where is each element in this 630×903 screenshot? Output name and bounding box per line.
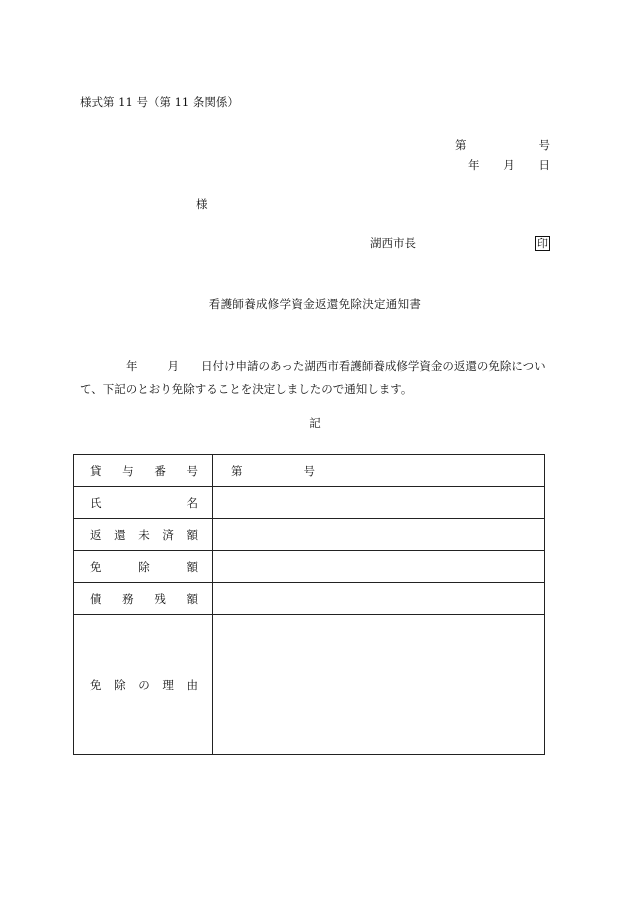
row-label	[74, 487, 213, 519]
label-char: の	[138, 677, 150, 692]
label-char: 債	[90, 591, 102, 606]
body-month: 月	[167, 359, 179, 373]
label-char: 免	[90, 677, 102, 692]
remaining-debt-row	[74, 583, 545, 615]
loan-number-suffix: 号	[303, 463, 315, 478]
row-value-field[interactable]	[213, 455, 545, 487]
body-line-1	[80, 355, 550, 378]
label-char: 氏	[90, 495, 102, 510]
doc-number-suffix: 号	[538, 138, 550, 152]
document-number-line	[455, 140, 550, 152]
label-char: 除	[138, 559, 150, 574]
doc-date-day: 日	[538, 158, 550, 172]
label-char: 番	[154, 463, 166, 478]
label-char: 貸	[90, 463, 102, 478]
form-number: 様式第 11 号（第 11 条関係）	[80, 95, 239, 109]
document-date-line	[468, 160, 550, 172]
label-char: 除	[114, 677, 126, 692]
row-value-field[interactable]	[213, 551, 545, 583]
label-char: 額	[186, 559, 198, 574]
issuer-title: 湖西市長	[370, 236, 416, 250]
doc-date-month: 月	[503, 158, 515, 172]
unpaid-amount-row	[74, 519, 545, 551]
seal-mark: 印	[537, 237, 548, 250]
doc-number-prefix: 第	[455, 138, 467, 152]
label-char: 未	[138, 527, 150, 542]
doc-date-year: 年	[468, 158, 480, 172]
ki-heading: 記	[309, 416, 321, 430]
label-char: 務	[122, 591, 134, 606]
row-label	[74, 519, 213, 551]
label-char: 理	[162, 677, 174, 692]
recipient-honorific: 様	[196, 197, 208, 211]
detail-table	[73, 454, 545, 755]
row-value-field[interactable]	[213, 615, 545, 755]
label-char: 返	[90, 527, 102, 542]
label-char: 与	[122, 463, 134, 478]
body-line-2: て、下記のとおり免除することを決定しましたので通知します。	[80, 382, 413, 396]
label-char: 名	[186, 495, 198, 510]
label-char: 還	[114, 527, 126, 542]
loan-number-prefix: 第	[231, 463, 243, 478]
row-value-field[interactable]	[213, 487, 545, 519]
row-label	[74, 583, 213, 615]
label-char: 額	[186, 527, 198, 542]
exemption-amount-row	[74, 551, 545, 583]
document-title: 看護師養成修学資金返還免除決定通知書	[208, 297, 422, 311]
label-char: 済	[162, 527, 174, 542]
body-year: 年	[126, 359, 138, 373]
label-char: 免	[90, 559, 102, 574]
body-line-1-text: 日付け申請のあった湖西市看護師養成修学資金の返還の免除につい	[201, 359, 546, 373]
label-char: 残	[154, 591, 166, 606]
name-row	[74, 487, 545, 519]
label-char: 号	[186, 463, 198, 478]
label-char: 由	[186, 677, 198, 692]
row-value-field[interactable]	[213, 519, 545, 551]
body-paragraph	[80, 355, 550, 401]
label-char: 額	[186, 591, 198, 606]
loan-number-row	[74, 455, 545, 487]
exemption-reason-row	[74, 615, 545, 755]
row-value-field[interactable]	[213, 583, 545, 615]
row-label	[74, 551, 213, 583]
row-label	[74, 615, 213, 755]
row-label	[74, 455, 213, 487]
